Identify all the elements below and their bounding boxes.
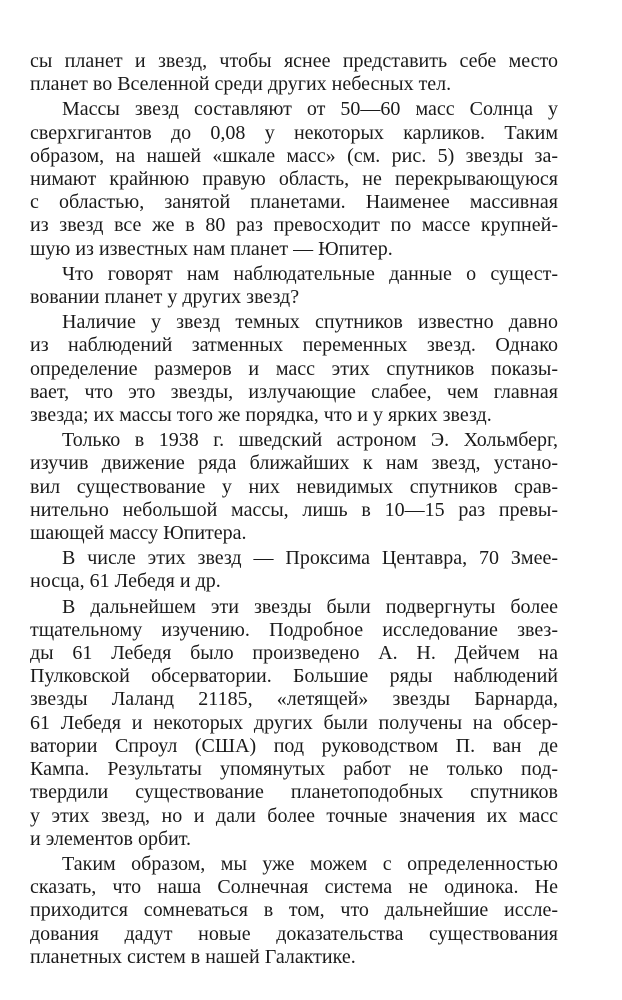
text-line: планетных систем в нашей Галактике. bbox=[30, 945, 356, 968]
text-line: сы планет и звезд, чтобы яснее представить себе место bbox=[30, 50, 558, 72]
paragraph bbox=[30, 547, 558, 593]
text-line: ватории Спроул (США) под руководством П. ван де bbox=[30, 734, 558, 757]
text-line: нимают крайнюю правую область, не перекрывающуюся bbox=[30, 168, 558, 191]
text-line: нительно небольшой массы, лишь в 10—15 раз превы- bbox=[30, 498, 558, 521]
text-line: В числе этих звезд — Проксима Центавра, 70 Змее- bbox=[62, 547, 558, 570]
text-line: Кампа. Результаты упомянутых работ не только под- bbox=[30, 758, 558, 781]
paragraph bbox=[30, 263, 558, 309]
text-line: дования дадут новые доказательства существования bbox=[30, 922, 558, 945]
text-line: носца, 61 Лебедя и др. bbox=[30, 570, 221, 593]
text-line: сказать, что наша Солнечная система не одинока. Не bbox=[30, 876, 558, 899]
text-line: шающей массу Юпитера. bbox=[30, 522, 247, 545]
paragraph bbox=[30, 50, 558, 96]
text-line: сверхгигантов до 0,08 у некоторых карликов. Таким bbox=[30, 121, 558, 144]
text-line: Массы звезд составляют от 50—60 масс Солнца у bbox=[62, 98, 558, 121]
text-line: образом, на нашей «шкале масс» (см. рис. 5) звезды за- bbox=[30, 144, 558, 167]
text-line: Таким образом, мы уже можем с определенностью bbox=[62, 852, 558, 875]
text-line: вает, что это звезды, излучающие слабее, чем главная bbox=[30, 380, 558, 403]
text-line: и элементов орбит. bbox=[30, 827, 192, 850]
text-line: планет во Вселенной среди других небесных тел. bbox=[30, 73, 452, 96]
text-line: 61 Лебедя и некоторых других были получены на обсер- bbox=[30, 711, 558, 734]
text-line: приходится сомневаться в том, что дальнейшие иссле- bbox=[30, 899, 558, 922]
text-line: В дальнейшем эти звезды были подвергнуты более bbox=[62, 595, 558, 618]
text-line: Только в 1938 г. шведский астроном Э. Хольмберг, bbox=[62, 429, 558, 452]
paragraph bbox=[30, 429, 558, 545]
text-line: шую из известных нам планет — Юпитер. bbox=[30, 237, 393, 260]
text-line: Что говорят нам наблюдательные данные о сущест- bbox=[62, 262, 558, 285]
text-line: вил существование у них невидимых спутников срав- bbox=[30, 475, 558, 498]
page-body bbox=[30, 50, 558, 971]
paragraph bbox=[30, 311, 558, 427]
text-line: определение размеров и масс этих спутников показы- bbox=[30, 357, 558, 380]
text-line: звезда; их массы того же порядка, что и у ярких звезд. bbox=[30, 404, 492, 427]
text-line: Пулковской обсерватории. Большие ряды наблюдений bbox=[30, 665, 558, 688]
text-line: тщательному изучению. Подробное исследование звез- bbox=[30, 618, 558, 641]
text-line: изучив движение ряда ближайших к нам звезд, устано- bbox=[30, 452, 558, 475]
text-line: вовании планет у других звезд? bbox=[30, 286, 300, 309]
text-line: из наблюдений затменных переменных звезд. Однако bbox=[30, 334, 558, 357]
text-line: с областью, занятой планетами. Наименее массивная bbox=[30, 191, 558, 214]
paragraph bbox=[30, 98, 558, 260]
paragraph bbox=[30, 853, 558, 969]
text-line: твердили существование планетоподобных спутников bbox=[30, 781, 558, 804]
text-line: звезды Лаланд 21185, «летящей» звезды Барнарда, bbox=[30, 688, 558, 711]
text-line: Наличие у звезд темных спутников известно давно bbox=[62, 311, 558, 334]
text-line: ды 61 Лебедя было произведено А. Н. Дейчем на bbox=[30, 642, 558, 665]
text-line: у этих звезд, но и дали более точные значения их масс bbox=[30, 804, 558, 827]
paragraph bbox=[30, 596, 558, 851]
text-line: из звезд все же в 80 раз превосходит по массе крупней- bbox=[30, 214, 558, 237]
